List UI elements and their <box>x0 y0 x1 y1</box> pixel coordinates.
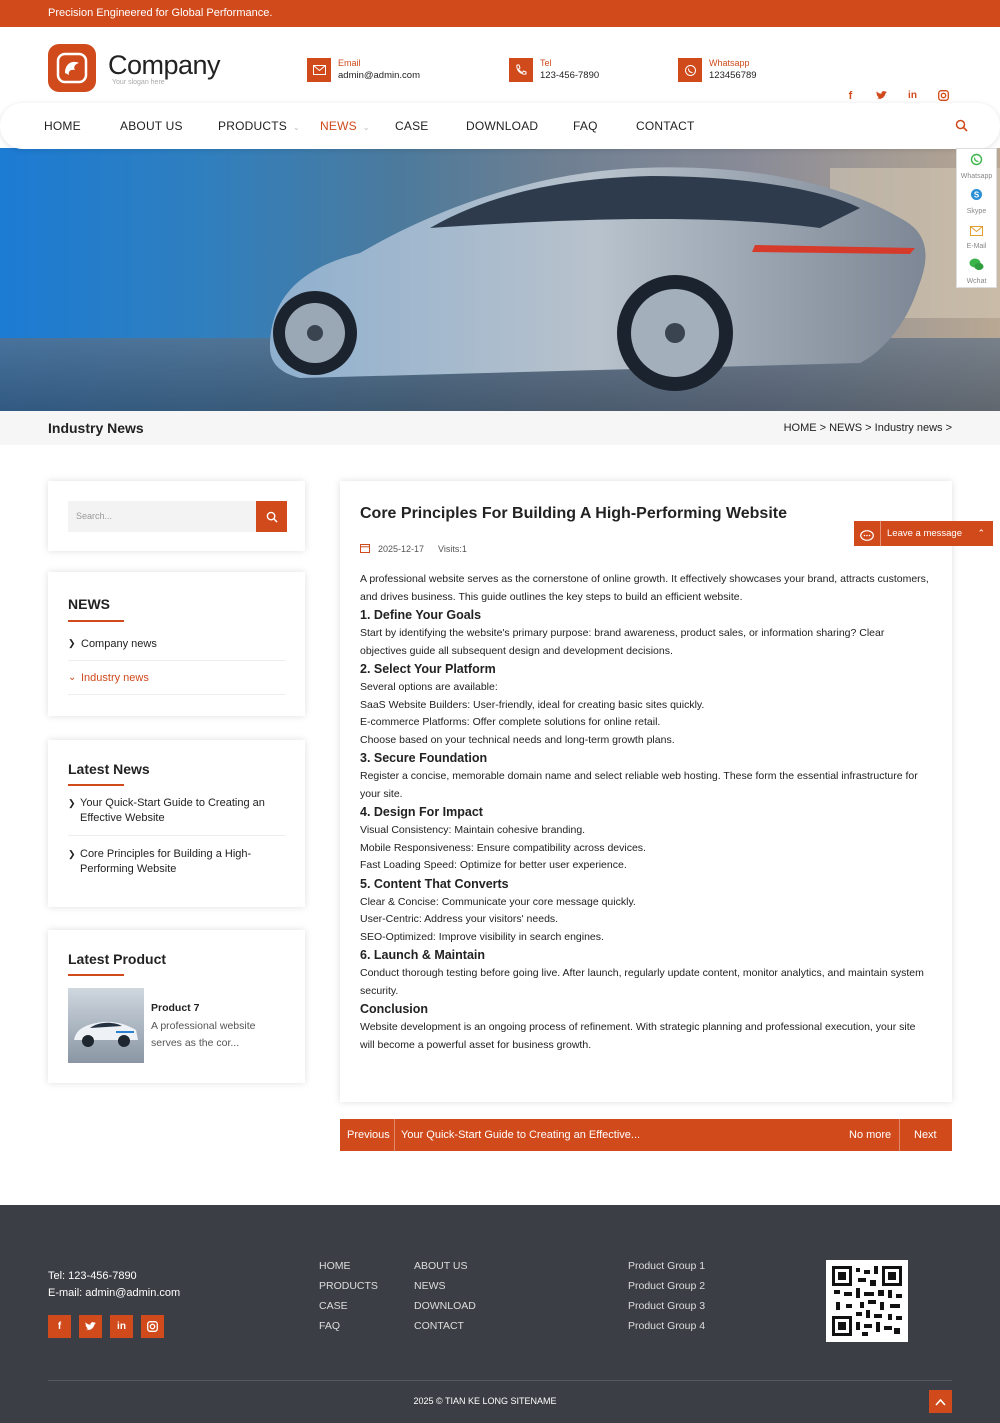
footer-divider <box>48 1380 952 1381</box>
next-article-link: No more <box>849 1129 892 1141</box>
footer-link-products[interactable]: PRODUCTS <box>319 1280 378 1292</box>
section-heading: 6. Launch & Maintain <box>360 948 486 962</box>
section-text: SaaS Website Builders: User-friendly, ideal for creating basic sites quickly. <box>360 698 705 711</box>
article-intro: A professional website serves as the cornerstone of online growth. It effectively showcases your brand, attracts customers, and drives business. This guide outlines the key steps to build an efficient website. <box>360 573 929 603</box>
footer-social <box>48 1315 164 1338</box>
nav-news[interactable] <box>320 103 370 151</box>
latest-news-title: Latest News <box>68 761 150 777</box>
twitter-icon[interactable] <box>79 1315 102 1338</box>
top-tagline-bar <box>0 0 1000 27</box>
title-underline <box>68 974 124 976</box>
floating-contact-bar <box>956 148 997 288</box>
title-underline <box>68 784 124 786</box>
nav-about-us[interactable]: ABOUT US <box>120 119 183 133</box>
tel-value: 123-456-7890 <box>540 70 600 81</box>
leave-message-label: Leave a message <box>887 528 962 539</box>
section-text: User-Centric: Address your visitors' needs. <box>360 913 559 925</box>
float-email-label: E-Mail <box>966 243 987 250</box>
nav-faq[interactable]: FAQ <box>573 119 598 133</box>
footer-product-group[interactable]: Product Group 1 <box>628 1260 706 1272</box>
chevron-up-icon <box>935 1398 946 1406</box>
email-value: admin@admin.com <box>338 70 420 81</box>
nav-case[interactable]: CASE <box>395 119 429 133</box>
sidebar-item-label: Industry news <box>81 672 149 684</box>
facebook-icon[interactable]: f <box>848 89 853 102</box>
header-email[interactable] <box>307 58 420 82</box>
nav-home[interactable]: HOME <box>44 119 81 133</box>
svg-text:S: S <box>973 190 980 200</box>
sidebar-item-label: Company news <box>81 638 157 650</box>
previous-article-link[interactable]: Your Quick-Start Guide to Creating an Effective... <box>401 1129 641 1141</box>
chevron-down-icon: ⌄ <box>362 123 370 132</box>
main-nav <box>0 103 1000 149</box>
chevron-right-icon: ❯ <box>68 849 76 859</box>
sidebar-news-card <box>48 572 305 716</box>
float-whatsapp-label: Whatsapp <box>960 173 993 180</box>
whatsapp-icon <box>970 153 983 171</box>
chevron-down-icon: ⌄ <box>292 123 300 132</box>
chat-icon <box>860 527 874 552</box>
footer-email: E-mail: admin@admin.com <box>48 1287 181 1299</box>
tagline: Precision Engineered for Global Performance. <box>48 7 273 19</box>
section-text: Several options are available: <box>360 681 498 693</box>
section-heading: 4. Design For Impact <box>360 805 483 819</box>
divider <box>899 1119 900 1151</box>
back-to-top-button[interactable] <box>929 1390 952 1413</box>
section-heading: Conclusion <box>360 1002 429 1016</box>
tel-label: Tel <box>540 58 552 68</box>
twitter-icon[interactable] <box>875 89 888 102</box>
facebook-icon[interactable]: f <box>48 1315 71 1338</box>
email-label: Email <box>338 58 361 68</box>
nav-download[interactable]: DOWNLOAD <box>466 119 539 133</box>
latest-news-label: Core Principles for Building a High-Performing Website <box>80 848 252 875</box>
logo-slogan: Your slogan here <box>112 78 165 86</box>
section-text: Mobile Responsiveness: Ensure compatibility across devices. <box>360 841 646 854</box>
logo-title: Company <box>108 49 221 80</box>
section-text: Start by identifying the website's primary purpose: brand awareness, product sales, or information sharing? Clear objectives guide all subsequent design and development decisions. <box>360 627 885 657</box>
article-pager <box>340 1119 952 1151</box>
product-thumbnail[interactable] <box>68 988 144 1063</box>
email-icon <box>307 58 331 82</box>
footer-product-group[interactable]: Product Group 4 <box>628 1320 706 1332</box>
section-text: Fast Loading Speed: Optimize for better user experience. <box>360 859 627 871</box>
section-heading: 2. Select Your Platform <box>360 662 496 676</box>
footer-link-contact[interactable]: CONTACT <box>414 1320 464 1332</box>
phone-icon <box>509 58 533 82</box>
divider <box>394 1119 395 1151</box>
sidebar-item-industry-news[interactable] <box>68 672 286 695</box>
leave-message-tab[interactable] <box>854 521 993 546</box>
article-title: Core Principles For Building A High-Performing Website <box>360 505 787 522</box>
latest-news-label: Your Quick-Start Guide to Creating an Effective Website <box>80 797 265 824</box>
sidebar-item-company-news[interactable] <box>68 638 286 661</box>
header-whatsapp[interactable] <box>678 58 757 82</box>
footer-product-group[interactable]: Product Group 3 <box>628 1300 706 1312</box>
footer-link-case[interactable]: CASE <box>319 1300 348 1312</box>
sidebar-latest-product-card <box>48 930 305 1083</box>
product-desc: A professional website serves as the cor... <box>151 1020 256 1049</box>
news-box-title: NEWS <box>68 596 110 612</box>
chevron-down-icon: ⌄ <box>68 672 77 683</box>
next-button[interactable]: Next <box>914 1129 937 1141</box>
divider <box>880 521 881 546</box>
footer <box>0 1205 1000 1423</box>
sidebar-search-card <box>48 481 305 551</box>
instagram-icon[interactable] <box>141 1315 164 1338</box>
header-tel[interactable] <box>509 58 599 82</box>
instagram-icon[interactable] <box>937 89 950 102</box>
article-card <box>340 481 952 1102</box>
footer-contact <box>48 1268 180 1302</box>
section-text: Conduct thorough testing before going live. After launch, regularly update content, monitor analytics, and maintain system security. <box>360 967 924 997</box>
whatsapp-label: Whatsapp <box>709 58 750 68</box>
breadcrumb[interactable]: HOME > NEWS > Industry news > <box>783 422 952 434</box>
footer-link-about-us[interactable]: ABOUT US <box>414 1260 468 1272</box>
article-visits: Visits:1 <box>438 544 467 554</box>
section-text: Register a concise, memorable domain name and select reliable web hosting. These form the essential infrastructure for your site. <box>360 770 918 800</box>
float-skype-label: Skype <box>966 208 987 215</box>
nav-contact[interactable]: CONTACT <box>636 119 695 133</box>
nav-products[interactable] <box>218 103 300 151</box>
chevron-up-icon: ⌃ <box>977 528 985 538</box>
article-body <box>360 571 932 1054</box>
article-meta <box>360 543 467 555</box>
wechat-icon <box>969 258 984 276</box>
nav-news-label: NEWS <box>320 119 357 133</box>
float-skype[interactable] <box>957 184 996 219</box>
footer-link-faq[interactable]: FAQ <box>319 1320 341 1332</box>
article-date: 2025-12-17 <box>378 544 425 554</box>
sidebar-latest-news-card <box>48 740 305 907</box>
hero-banner <box>0 148 1000 411</box>
section-text: E-commerce Platforms: Offer complete solutions for online retail. <box>360 716 661 728</box>
footer-product-group[interactable]: Product Group 2 <box>628 1280 706 1292</box>
linkedin-icon[interactable]: in <box>908 90 917 101</box>
whatsapp-icon <box>678 58 702 82</box>
skype-icon <box>970 188 983 206</box>
footer-link-download[interactable]: DOWNLOAD <box>414 1300 476 1312</box>
search-icon[interactable] <box>955 119 968 137</box>
section-heading: 1. Define Your Goals <box>360 608 482 622</box>
footer-link-news[interactable]: NEWS <box>414 1280 446 1292</box>
latest-news-item[interactable] <box>68 847 286 887</box>
header <box>0 27 1000 107</box>
chevron-right-icon: ❯ <box>68 798 76 808</box>
header-social <box>844 89 950 102</box>
car-banner-image <box>0 148 1000 411</box>
section-text: Choose based on your technical needs and long-term growth plans. <box>360 733 675 746</box>
section-text: SEO-Optimized: Improve visibility in search engines. <box>360 930 604 943</box>
float-whatsapp[interactable] <box>957 149 996 184</box>
footer-tel: Tel: 123-456-7890 <box>48 1270 137 1282</box>
nav-products-label: PRODUCTS <box>218 119 287 133</box>
whatsapp-value: 123456789 <box>709 70 757 81</box>
title-underline <box>68 620 124 622</box>
float-wechat-label: Wchat <box>966 278 987 285</box>
product-name[interactable]: Product 7 <box>151 1002 200 1014</box>
search-icon <box>266 511 278 523</box>
logo-icon <box>48 44 96 92</box>
section-text: Visual Consistency: Maintain cohesive branding. <box>360 824 586 836</box>
section-text: Website development is an ongoing process of refinement. With strategic planning and professional execution, your site will become a powerful asset for business growth. <box>360 1021 916 1051</box>
section-heading: 3. Secure Foundation <box>360 751 488 765</box>
footer-link-home[interactable]: HOME <box>319 1260 351 1272</box>
calendar-icon <box>360 543 370 555</box>
float-email[interactable] <box>957 219 996 254</box>
section-text: Clear & Concise: Communicate your core message quickly. <box>360 895 636 908</box>
float-wechat[interactable] <box>957 254 996 289</box>
section-heading: 5. Content That Converts <box>360 876 509 891</box>
email-icon <box>970 223 983 241</box>
logo[interactable] <box>48 44 220 92</box>
page-title: Industry News <box>48 420 144 436</box>
search-input[interactable]: Search... <box>68 501 256 532</box>
chevron-right-icon: ❯ <box>68 638 76 648</box>
previous-button[interactable]: Previous <box>347 1129 390 1141</box>
latest-news-item[interactable] <box>68 796 286 836</box>
latest-product-title: Latest Product <box>68 951 167 967</box>
linkedin-icon[interactable]: in <box>110 1315 133 1338</box>
qr-code <box>826 1260 908 1342</box>
copyright: 2025 © TIAN KE LONG SITENAME <box>413 1396 557 1406</box>
breadcrumb-bar <box>0 411 1000 445</box>
search-button[interactable] <box>256 501 287 532</box>
